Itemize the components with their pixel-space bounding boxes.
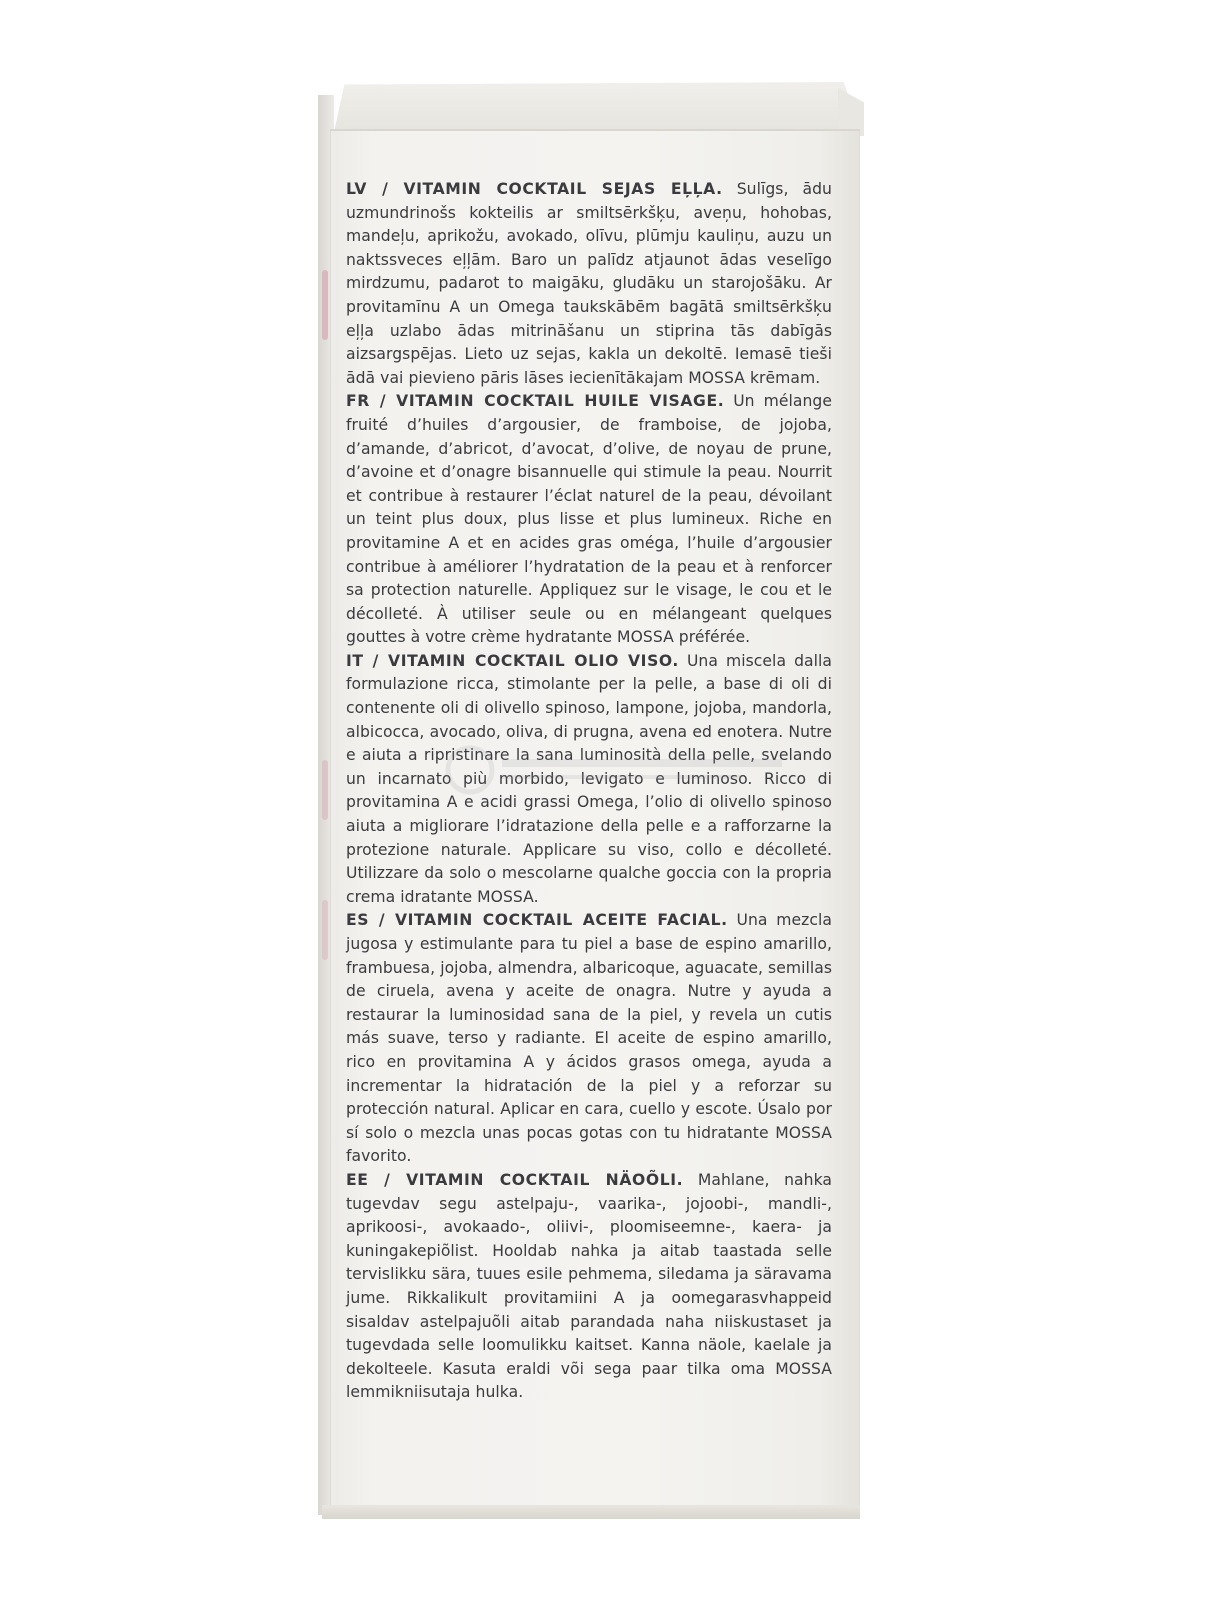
front-print-edge bbox=[322, 760, 328, 820]
paragraph-heading: ES / VITAMIN COCKTAIL ACEITE FACIAL. bbox=[346, 911, 728, 930]
product-description bbox=[346, 178, 832, 1405]
description-paragraph-it bbox=[346, 650, 832, 910]
paragraph-heading: LV / VITAMIN COCKTAIL SEJAS EĻĻA. bbox=[346, 180, 723, 198]
description-paragraph-ee bbox=[346, 1169, 832, 1405]
box-top-flap bbox=[334, 82, 854, 132]
paragraph-body: Sulīgs, ādu uzmundrinošs kokteilis ar smiltsērkšķu, aveņu, hohobas, mandeļu, aprikožu, avokado, olīvu, plūmju kauliņu, auzu un naktssveces eļļām. Baro un palīdz atjaunot ādas veselīgo mirdzumu, padarot to maigāku, gludāku un starojošāku. Ar provitamīnu A un Omega taukskābēm bagātā smiltsērkšķu eļļa uzlabo ādas mitrināšanu un stiprina tās dabīgās aizsargspējas. Lieto uz sejas, kakla un dekoltē. Iemasē tieši ādā vai pievieno pāris lāses iecienītākajam MOSSA krēmam. bbox=[346, 180, 832, 387]
description-paragraph-lv bbox=[346, 178, 832, 390]
paragraph-body: Una miscela dalla formulazione ricca, stimolante per la pelle, a base di oli di contenente oli di olivello spinoso, lampone, jojoba, mandorla, albicocca, avocado, oliva, di prugna, avena ed enotera. Nutre e aiuta a ripristinare la sana luminosità della pelle, svelando un incarnato più morbido, levigato e luminoso. Ricco di provitamina A e acidi grassi Omega, l’olio di olivello spinoso aiuta a migliorare l’idratazione della pelle e a rafforzarne la protezione naturale. Applicare su viso, collo e décolleté. Utilizzare da solo o mescolarne qualche goccia con la propria crema idratante MOSSA. bbox=[346, 651, 832, 906]
box-flap-crease bbox=[330, 129, 860, 131]
paragraph-heading: IT / VITAMIN COCKTAIL OLIO VISO. bbox=[346, 651, 679, 670]
paragraph-heading: EE / VITAMIN COCKTAIL NÄOÕLI. bbox=[346, 1170, 684, 1189]
paragraph-heading: FR / VITAMIN COCKTAIL HUILE VISAGE. bbox=[346, 392, 725, 411]
paragraph-body: Un mélange fruité d’huiles d’argousier, de framboise, de jojoba, d’amande, d’abricot, d’avocat, d’olive, de noyau de prune, d’avoine et d’onagre bisannuelle qui stimule la peau. Nourrit et contribue à restaurer l’éclat naturel de la peau, dévoilant un teint plus doux, plus lisse et plus lumineux. Riche en provitamine A et en acides gras oméga, l’huile d’argousier contribue à améliorer l’hydratation de la peau et à renforcer sa protection naturelle. Appliquez sur le visage, le cou et le décolleté. À utiliser seule ou en mélangeant quelques gouttes à votre crème hydratante MOSSA préférée. bbox=[346, 392, 832, 647]
description-paragraph-fr bbox=[346, 390, 832, 650]
box-bottom-edge bbox=[322, 1505, 860, 1519]
front-print-edge bbox=[322, 900, 328, 960]
paragraph-body: Una mezcla jugosa y estimulante para tu piel a base de espino amarillo, frambuesa, jojoba, almendra, albaricoque, aguacate, semillas de ciruela, avena y aceite de onagra. Nutre y ayuda a restaurar la luminosidad sana de la piel, y revela un cutis más suave, terso y radiante. El aceite de espino amarillo, rico en provitamina A y ácidos grasos omega, ayuda a incrementar la hidratación de la piel y a reforzar su protección natural. Aplicar en cara, cuello y escote. Úsalo por sí solo o mezcla unas pocas gotas con tu hidratante MOSSA favorito. bbox=[346, 911, 832, 1166]
description-paragraph-es bbox=[346, 909, 832, 1169]
paragraph-body: Mahlane, nahka tugevdav segu astelpaju-, vaarika-, jojoobi-, mandli-, aprikoosi-, avokaado-, oliivi-, ploomiseemne-, kaera- ja kuningakepiõlist. Hooldab nahka ja aitab taastada selle tervislikku sära, tuues esile pehmema, siledama ja säravama jume. Rikkalikult provitamiini A ja oomegarasvhappeid sisaldav astelpajuõli aitab parandada naha niiskustaset ja tugevdada selle loomulikku kaitset. Kanna näole, kaelale ja dekolteele. Kasuta eraldi või sega paar tilka oma MOSSA lemmikniisutaja hulka. bbox=[346, 1170, 832, 1402]
front-print-edge bbox=[322, 270, 328, 340]
